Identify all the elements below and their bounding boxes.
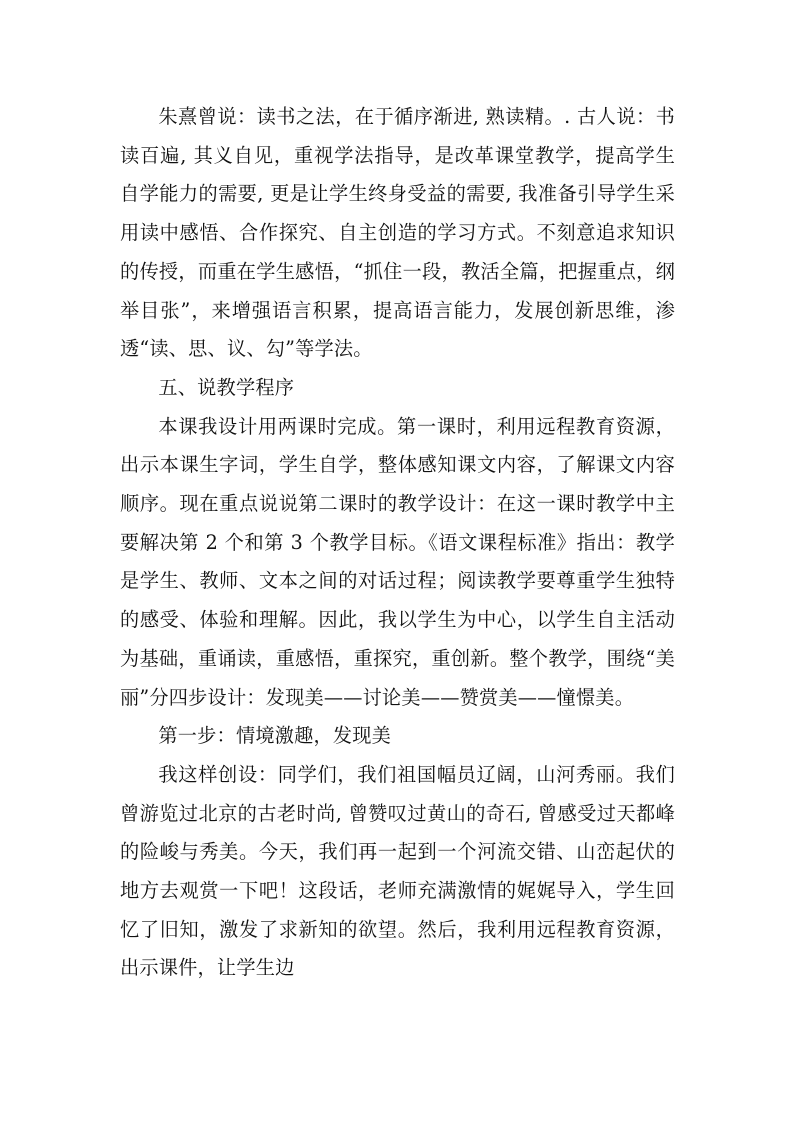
document-body	[120, 98, 675, 988]
paragraph-lesson-design: 本课我设计用两课时完成。第一课时，利用远程教育资源，出示本课生字词，学生自学，整体感知课文内容，了解课文内容顺序。现在重点说说第二课时的教学设计：在这一课时教学中主要解决第 2 个和第 3 个教学目标。《语文课程标准》指出：教学是学生、教师、文本之间的对话过程；阅读教学要尊重学生独特的感受、体验和理解。因此，我以学生为中心，以学生自主活动为基础，重诵读，重感悟，重探究，重创新。整个教学，围绕“美丽”分四步设计：发现美——讨论美——赞赏美——憧憬美。	[120, 414, 675, 709]
section-heading-teaching-procedure: 五、说教学程序	[158, 375, 295, 399]
step-heading-discover-beauty: 第一步：情境激趣，发现美	[158, 724, 392, 748]
paragraph-reading-method: 朱熹曾说：读书之法，在于循序渐进, 熟读精。. 古人说：书读百遍, 其义自见，重视学法指导，是改革课堂教学，提高学生自学能力的需要, 更是让学生终身受益的需要, 我准备引导学生采用读中感悟、合作探究、自主创造的学习方式。不刻意追求知识的传授，而重在学生感悟，“抓住一段，教活全篇，把握重点，纲举目张”，来增强语言积累，提高语言能力，发展创新思维，渗透“读、思、议、勾”等学法。	[120, 105, 675, 361]
paragraph-scenario-introduction: 我这样创设：同学们，我们祖国幅员辽阔，山河秀丽。我们曾游览过北京的古老时尚, 曾赞叹过黄山的奇石, 曾感受过天都峰的险峻与秀美。今天，我们再一起到一个河流交错、山峦起伏的地方去观赏一下吧！这段话，老师充满激情的娓娓导入，学生回忆了旧知，激发了求新知的欲望。然后，我利用远程教育资源，出示课件，让学生边	[120, 762, 675, 980]
